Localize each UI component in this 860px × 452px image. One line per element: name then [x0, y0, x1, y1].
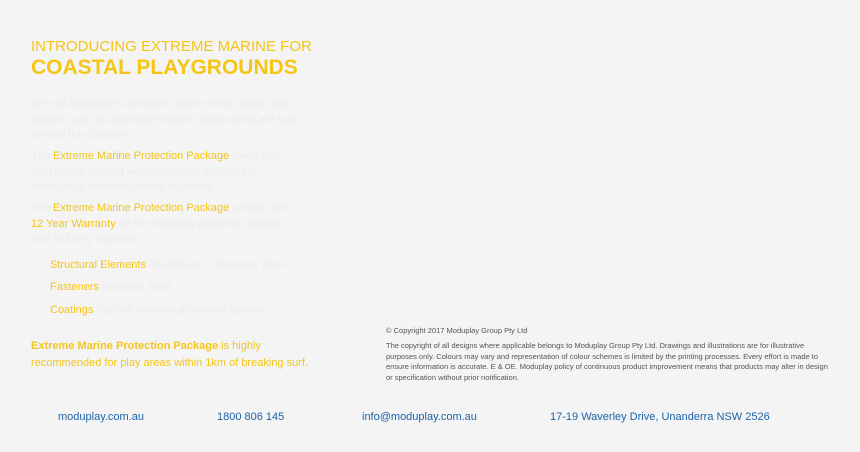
- copyright-body: The copyright of all designs where applicable belongs to Moduplay Group Pty Ltd. Drawings and illustrations are for illustrative purposes only. Colours may vary and representation of colour schemes is limited by the printing processes. Every effort is made to ensure information is accurate. E & OE. Moduplay policy of continuous product improvement means that products may alter in design or specification without prior notification.: [386, 341, 828, 382]
- recommendation-rest: is highly recommended for play areas within 1km of breaking surf.: [31, 340, 308, 369]
- p2-highlight: Extreme Marine Protection Package: [53, 150, 230, 162]
- p2-suffix: gives you total peace of mind when installing playground products in extreme coastal locations.: [31, 150, 279, 193]
- bullet-detail: Aluminium or stainless steel: [148, 259, 285, 271]
- footer-email-link[interactable]: info@moduplay.com.au: [362, 411, 477, 423]
- intro-paragraph-3: [31, 201, 301, 248]
- footer-website-link[interactable]: moduplay.com.au: [58, 411, 145, 423]
- heading-title: COASTAL PLAYGROUNDS: [31, 56, 298, 79]
- bullet-detail: stainless steel: [101, 281, 172, 293]
- footer-phone-link[interactable]: 1800 806 145: [217, 411, 285, 423]
- bullet-label: Fasteners: [50, 281, 99, 293]
- recommendation-bold: Extreme Marine Protection Package: [31, 340, 219, 352]
- bullet-item: [50, 281, 171, 293]
- bullet-item: [50, 304, 265, 316]
- heading-intro-line: INTRODUCING EXTREME MARINE FOR: [31, 38, 312, 55]
- intro-paragraph-1: 85% of Australians live within 50km of the coast, and studies such as Australia's beach playgrounds are built around the coastline.: [31, 98, 298, 141]
- bullet-item: [50, 259, 285, 271]
- bullet-detail: Special extreme protection system: [96, 304, 265, 316]
- intro-paragraph-2: [31, 149, 301, 196]
- copyright-heading: © Copyright 2017 Moduplay Group Pty Ltd: [386, 326, 528, 335]
- p2-prefix: The: [31, 150, 50, 162]
- p3-middle: comes with: [232, 202, 288, 214]
- bullet-label: Coatings: [50, 304, 94, 316]
- p3-highlight-1: Extreme Marine Protection Package: [53, 202, 230, 214]
- recommendation-text: [31, 338, 321, 372]
- p3-prefix: The: [31, 202, 50, 214]
- bullet-label: Structural Elements: [50, 259, 146, 271]
- p3-suffix: on the following elements, backed with industry expertise.: [31, 217, 285, 245]
- p3-highlight-2: 12 Year Warranty: [31, 217, 116, 230]
- footer-address: 17-19 Waverley Drive, Unanderra NSW 2526: [550, 411, 770, 423]
